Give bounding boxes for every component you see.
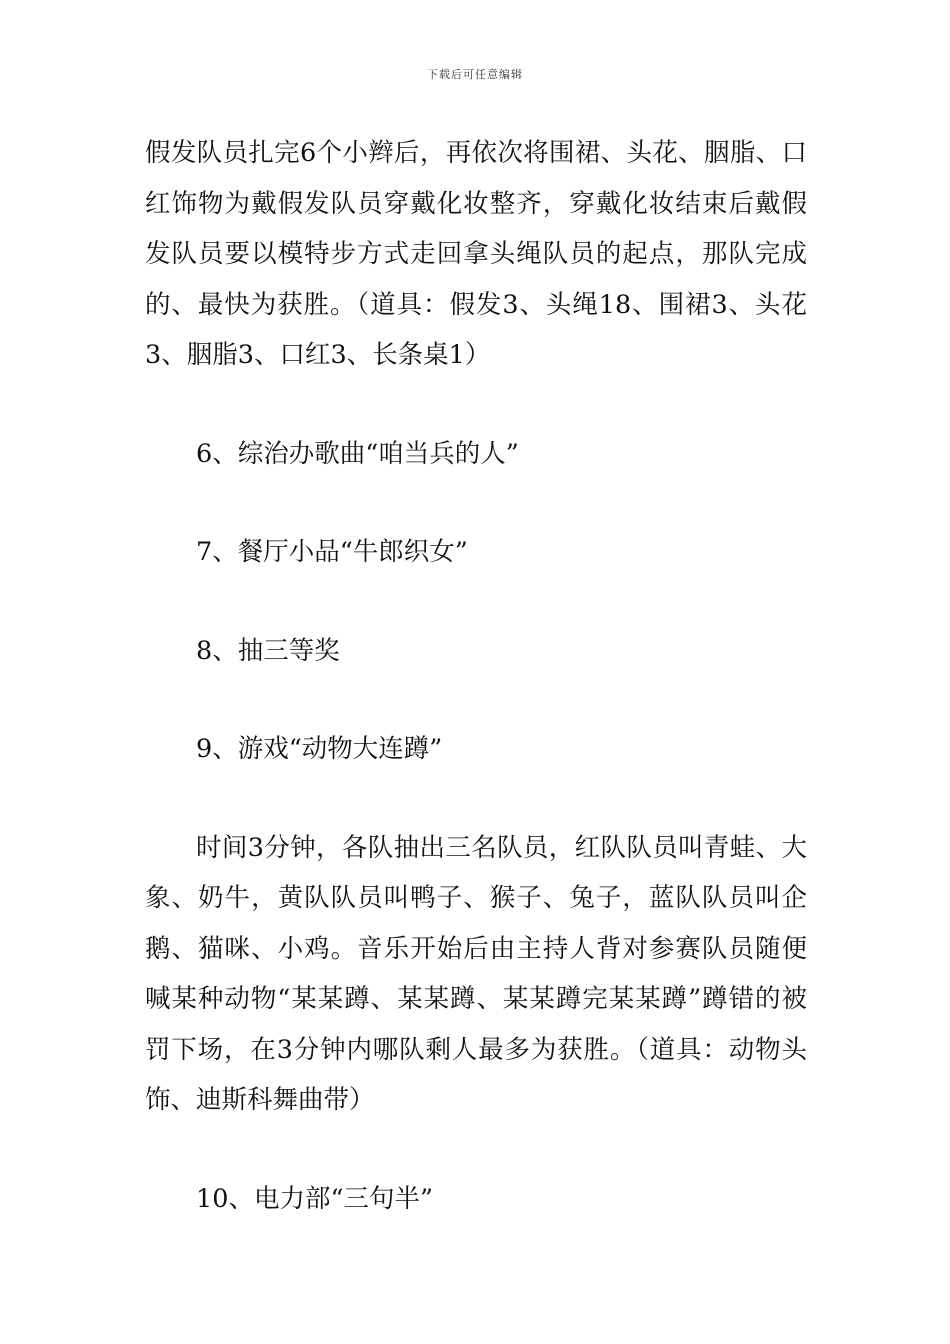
paragraph-game-rules-animal-squat: 时间3分钟，各队抽出三名队员，红队队员叫青蛙、大象、奶牛，黄队队员叫鸭子、猴子、兔子，蓝队队员叫企鹅、猫咪、小鸡。音乐开始后由主持人背对参赛队员随便喊某种动物“某某蹲、某某蹲、某某蹲完某某蹲”蹲错的被罚下场，在3分钟内哪队剩人最多为获胜。（道具：动物头饰、迪斯科舞曲带）	[145, 832, 807, 1115]
program-item-10: 10、电力部“三句半”	[196, 1183, 434, 1214]
paragraph-game-rules-wig: 假发队员扎完6个小辫后，再依次将围裙、头花、胭脂、口红饰物为戴假发队员穿戴化妆整齐，穿戴化妆结束后戴假发队员要以模特步方式走回拿头绳队员的起点，那队完成的、最快为获胜。（道具：假发3、头绳18、围裙3、头花3、胭脂3、口红3、长条桌1）	[145, 138, 807, 370]
program-item-7: 7、餐厅小品“牛郎织女”	[196, 537, 468, 567]
program-item-6: 6、综治办歌曲“咱当兵的人”	[196, 438, 519, 469]
page-header: 下载后可任意编辑	[427, 68, 523, 81]
document-body	[145, 128, 807, 1224]
program-item-9: 9、游戏“动物大连蹲”	[196, 734, 443, 764]
program-item-8: 8、抽三等奖	[196, 635, 340, 666]
